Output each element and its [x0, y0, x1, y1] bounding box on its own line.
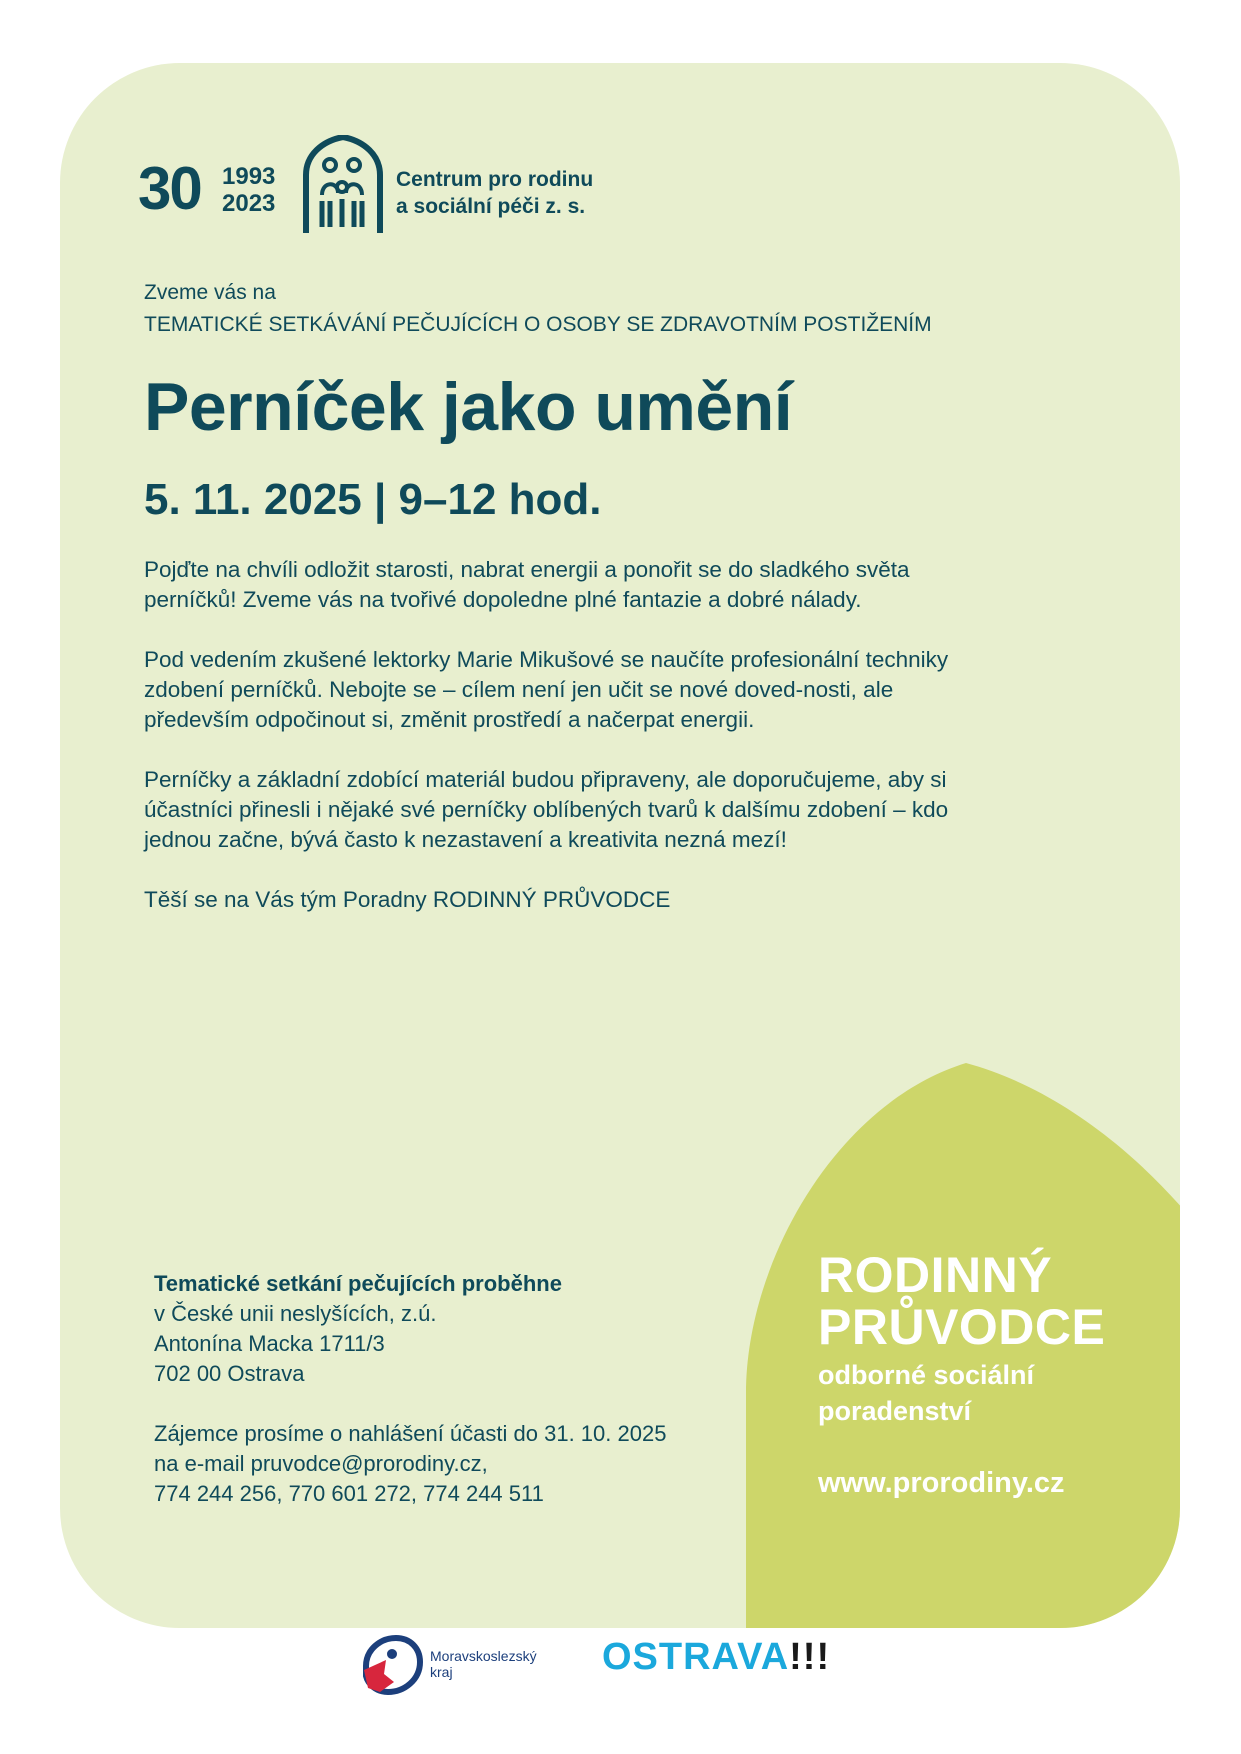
- organization-logo: [138, 129, 658, 239]
- venue-info: [154, 1269, 754, 1509]
- venue-city: 702 00 Ostrava: [154, 1361, 305, 1386]
- moravskoslezsky-kraj-logo: [358, 1630, 558, 1700]
- paragraph-signature: Těší se na Vás tým Poradny RODINNÝ PRŮVODCE: [144, 887, 671, 912]
- year-end: 2023: [222, 190, 276, 217]
- registration-phones: 774 244 256, 770 601 272, 774 244 511: [154, 1481, 544, 1506]
- venue-street: Antonína Macka 1711/3: [154, 1331, 385, 1356]
- service-name-line-1: RODINNÝ: [818, 1247, 1053, 1303]
- region-line-2: kraj: [430, 1664, 453, 1680]
- region-name: [430, 1648, 537, 1680]
- ostrava-exclamation: !!!: [789, 1636, 831, 1678]
- invitation-intro: [144, 277, 932, 341]
- org-line-1: Centrum pro rodinu: [396, 168, 594, 191]
- ostrava-text: OSTRAVA: [602, 1636, 790, 1678]
- invite-line-1: Zveme vás na: [144, 281, 276, 304]
- service-block: [818, 1249, 1180, 1500]
- registration-note: Zájemce prosíme o nahlášení účasti do 31. 10. 2025: [154, 1421, 667, 1446]
- paragraph-3: Perníčky a základní zdobící materiál budou připraveny, ale doporučujeme, aby si účastníci přinesli i nějaké své perníčky oblíbených tvarů k dalšímu zdobení – kdo jednou začne, bývá často k nezastavení a kreativita nezná mezí!: [144, 767, 949, 852]
- poster-card: [60, 63, 1180, 1628]
- event-date-time: 5. 11. 2025 | 9–12 hod.: [144, 475, 602, 524]
- invite-line-2: TEMATICKÉ SETKÁVÁNÍ PEČUJÍCÍCH O OSOBY SE ZDRAVOTNÍM POSTIŽENÍM: [144, 313, 932, 336]
- paragraph-1: Pojďte na chvíli odložit starosti, nabrat energii a ponořit se do sladkého světa perníčků! Zveme vás na tvořivé dopoledne plné fantazie a dobré nálady.: [144, 557, 910, 612]
- service-sub-line-2: poradenství: [818, 1396, 972, 1426]
- organization-name: [396, 166, 593, 220]
- event-description: [144, 555, 1004, 945]
- anniversary-years: [222, 163, 275, 217]
- org-line-2: a sociální péči z. s.: [396, 195, 586, 218]
- sponsor-logos: [0, 1612, 1241, 1722]
- event-title: Perníček jako umění: [144, 369, 793, 445]
- family-arch-icon: [300, 135, 386, 240]
- service-name-line-2: PRŮVODCE: [818, 1299, 1106, 1355]
- year-start: 1993: [222, 163, 276, 190]
- anniversary-number: 30: [138, 155, 201, 222]
- paragraph-2: Pod vedením zkušené lektorky Marie Mikušové se naučíte profesionální techniky zdobení perníčků. Nebojte se – cílem není jen učit se nové doved-nosti, ale především odpočinout si, změnit prostředí a načerpat energii.: [144, 647, 949, 732]
- venue-place: v České unii neslyšících, z.ú.: [154, 1301, 437, 1326]
- ostrava-logo: [602, 1636, 830, 1679]
- service-sub-line-1: odborné sociální: [818, 1360, 1035, 1390]
- website-link[interactable]: www.prorodiny.cz: [818, 1467, 1065, 1499]
- registration-email[interactable]: na e-mail pruvodce@prorodiny.cz,: [154, 1451, 488, 1476]
- region-line-1: Moravskoslezský: [430, 1648, 537, 1664]
- region-emblem-icon: [358, 1630, 428, 1700]
- venue-heading: Tematické setkání pečujících proběhne: [154, 1271, 562, 1296]
